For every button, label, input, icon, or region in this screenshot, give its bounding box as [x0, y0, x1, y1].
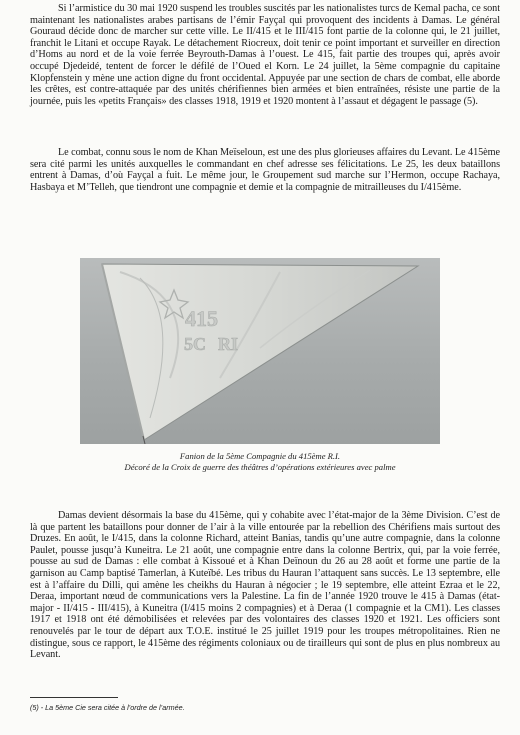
pennant-number: 415 — [185, 306, 218, 331]
paragraph-armistice: Si l’armistice du 30 mai 1920 suspend les troubles suscités par les nationalistes turcs de Kemal pacha, ce sont maintenant les nationalistes arabes partisans de l’émir Fayçal qui provoquent des incidents à Damas. Le général Gouraud décide donc de marcher sur cette ville. Le II/415 et le III/415 font partie de la colonne qui, le 21 juillet, franchit le Litani et occupe Rayak. Le détachement Riocreux, doit tenir ce point important et surveiller en direction d’Homs au nord et de la voie ferrée Beyrouth-Damas à l’ouest. Le 415, fait partie des troupes qui, après avoir occupé Djedeidé, tentent de forcer le défilé de l’Oued el Korn. Le 24 juillet, la 5ème compagnie du capitaine Klopfenstein y mène une action digne du front occidental. Appuyée par une section de chars de combat, elle aborde les crêtes, est contre-attaquée par des unités chérifiennes bien armées et bien entraînées, résiste une partie de la journée, puis les «petits Français» des classes 1918, 1919 et 1920 montent à l’assaut et dégagent le passage (5). — [30, 3, 500, 107]
pennant-company: 5C — [184, 334, 206, 354]
pennant-regiment: RI — [218, 334, 239, 354]
figure-caption-subtitle: Décoré de la Croix de guerre des théâtres d’opérations extérieures avec palme — [124, 462, 396, 472]
footnote-rule — [30, 697, 118, 698]
paragraph-khan-meiseloun: Le combat, connu sous le nom de Khan Meïseloun, est une des plus glorieuses affaires du Levant. Le 415ème sera cité parmi les unités auxquelles le commandant en chef adresse ses félicitations. Le 25, les deux bataillons entrent à Damas, d’où Fayçal a fuit. Le même jour, le Groupement sud marche sur l’Hermon, occupe Rachaya, Hasbaya et M’Telleh, que tiendront une compagnie et demie et la compagnie de mitrailleuses du I/415ème. — [30, 147, 500, 193]
figure-caption-title: Fanion de la 5ème Compagnie du 415ème R.I. — [179, 451, 341, 461]
paragraph-damas-base: Damas devient désormais la base du 415ème, qui y cohabite avec l’état-major de la 3ème Division. C’est de là que partent les bataillons pour donner de l’air à la ville entourée par la rebellion des Chérifiens mais surtout des Druzes. En août, le I/415, dans la colonne Richard, atteint Banias, tandis qu’une autre compagnie, dans la colonne Paulet, pousse jusqu’à Kuneitra. Le 21 août, une compagnie entre dans la colonne Bertrix, qui, par la voie ferrée, pousse au sud de Damas : elle combat à Kissoué et à Khan Deïnoun du 26 au 28 août et forme une partie de la garnison au Camp baptisé Tamerlan, à Kuteïbé. Les tribus du Hauran l’attaquent sans succès. Le 13 septembre, elle est à l’affaire du Dilli, qui amène les cheikhs du Hauran à négocier ; le 19 septembre, elle atteint Ezraa et le 22, Deraa, important nœud de communications vers la Palestine. La fin de l’année 1920 trouve le 415 à Damas (état-major - II/415 - III/415), à Kuneitra (I/415 moins 2 compagnies) et à Deraa (1 compagnie et la CM1). Les classes 1917 et 1918 ont été démobilisées et relevées par des volontaires des classes 1920 et 1921. Les officiers sont renouvelés par le tour de départ aux T.O.E. institué le 25 juillet 1919 pour les troupes métropolitaines. Rien ne distingue, sous ce rapport, le 415ème des régiments coloniaux ou de tirailleurs qui sont de plus en plus nombreux au Levant. — [30, 510, 500, 661]
footnote-5: (5) - La 5ème Cie sera citée à l’ordre de l’armée. — [30, 703, 185, 712]
pennant-photo — [80, 258, 440, 444]
